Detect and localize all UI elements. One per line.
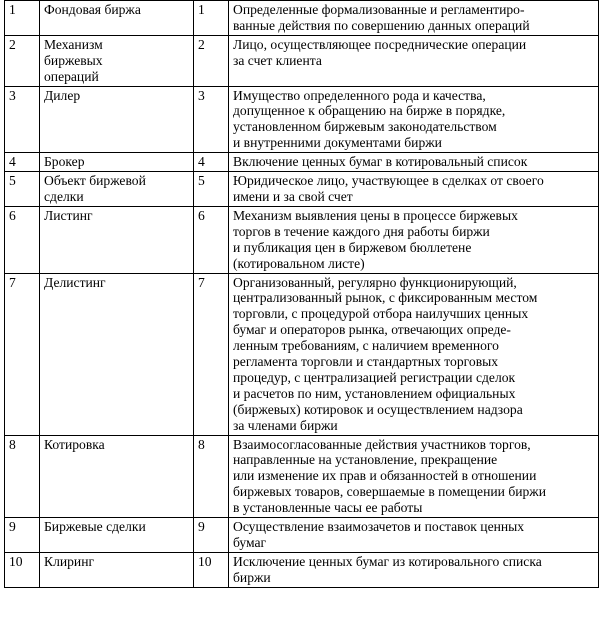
term-number: 2 (5, 35, 40, 86)
term-cell: Объект биржевой сделки (40, 172, 194, 207)
definition-cell: Включение ценных бумаг в котировальный список (229, 153, 599, 172)
table-row (5, 86, 599, 153)
table-row (5, 273, 599, 435)
term-number: 6 (5, 206, 40, 273)
table-row (5, 1, 599, 36)
definition-cell: Организованный, регулярно функционирующий, централизованный рынок, с фиксированным местом торговли, с процедурой отбора наилучших ценных бумаг и операторов рынка, отвечающих опреде- ленным требованиям, с наличием временного регламента торговли и стандартных торговых процедур, с централизацией регистрации сделок и расчетов по ним, установлением официальных (биржевых) котировок и осуществлением надзора за членами биржи (229, 273, 599, 435)
term-number: 4 (5, 153, 40, 172)
definition-number: 10 (194, 552, 229, 587)
term-cell: Листинг (40, 206, 194, 273)
definition-number: 2 (194, 35, 229, 86)
definition-number: 9 (194, 518, 229, 553)
term-number: 8 (5, 435, 40, 518)
term-number: 10 (5, 552, 40, 587)
term-number: 3 (5, 86, 40, 153)
term-cell: Дилер (40, 86, 194, 153)
definition-number: 1 (194, 1, 229, 36)
term-cell: Котировка (40, 435, 194, 518)
definition-cell: Исключение ценных бумаг из котировального списка биржи (229, 552, 599, 587)
definition-number: 8 (194, 435, 229, 518)
definition-number: 3 (194, 86, 229, 153)
table-row (5, 518, 599, 553)
definition-number: 4 (194, 153, 229, 172)
table-row (5, 206, 599, 273)
definition-cell: Осуществление взаимозачетов и поставок ценных бумаг (229, 518, 599, 553)
term-number: 9 (5, 518, 40, 553)
definition-cell: Юридическое лицо, участвующее в сделках от своего имени и за свой счет (229, 172, 599, 207)
term-cell: Механизм биржевых операций (40, 35, 194, 86)
term-number: 5 (5, 172, 40, 207)
term-cell: Фондовая биржа (40, 1, 194, 36)
matching-table (4, 0, 599, 588)
definition-number: 5 (194, 172, 229, 207)
term-number: 7 (5, 273, 40, 435)
definition-cell: Определенные формализованные и регламентиро- ванные действия по совершению данных операций (229, 1, 599, 36)
definition-cell: Имущество определенного рода и качества, допущенное к обращению на бирже в порядке, установленном биржевым законодательством и внутренними документами биржи (229, 86, 599, 153)
table-row (5, 172, 599, 207)
term-cell: Биржевые сделки (40, 518, 194, 553)
table-row (5, 35, 599, 86)
table-row (5, 153, 599, 172)
definition-cell: Механизм выявления цены в процессе биржевых торгов в течение каждого дня работы биржи и публикация цен в биржевом бюллетене (котировальном листе) (229, 206, 599, 273)
term-cell: Клиринг (40, 552, 194, 587)
definition-cell: Взаимосогласованные действия участников торгов, направленные на установление, прекращение или изменение их прав и обязанностей в отношении биржевых товаров, совершаемые в помещении биржи в установленные часы ее работы (229, 435, 599, 518)
table-row (5, 552, 599, 587)
definition-cell: Лицо, осуществляющее посреднические операции за счет клиента (229, 35, 599, 86)
term-cell: Брокер (40, 153, 194, 172)
definition-number: 7 (194, 273, 229, 435)
table-row (5, 435, 599, 518)
term-cell: Делистинг (40, 273, 194, 435)
term-number: 1 (5, 1, 40, 36)
definition-number: 6 (194, 206, 229, 273)
